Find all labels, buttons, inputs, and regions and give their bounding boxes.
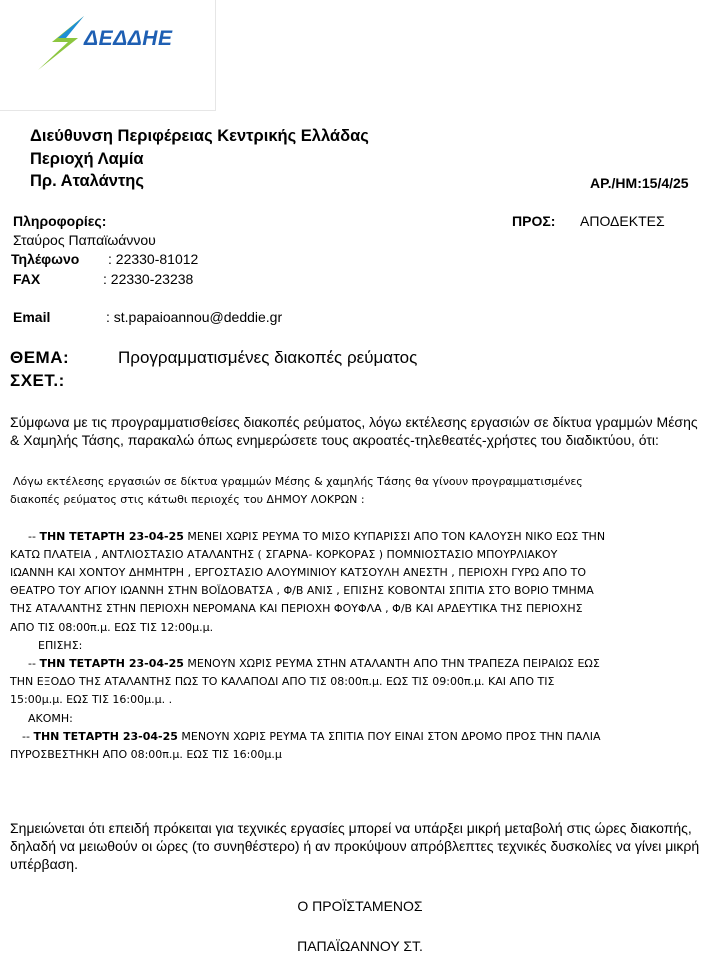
outage-line: ΑΠΟ ΤΙΣ 08:00π.μ. ΕΩΣ ΤΙΣ 12:00μ.μ.: [10, 620, 214, 634]
signature-title: Ο ΠΡΟΪΣΤΑΜΕΝΟΣ: [297, 898, 423, 914]
intro-line1: Λόγω εκτέλεσης εργασιών σε δίκτυα γραμμών Μέσης & χαμηλής Τάσης θα γίνουν προγραμματισμένες: [13, 475, 583, 488]
outage-line: ΘΕΑΤΡΟ ΤΟΥ ΑΓΙΟΥ ΙΩΑΝΝΗ ΣΤΗΝ ΒΟΪΔΟΒΑΤΣΑ , Φ/Β ΑΝΙΣ , ΕΠΙΣΗΣ ΚΟΒΟΝΤΑΙ ΣΠΙΤΙΑ ΣΤΟ ΒΟΡΙΟ ΤΜΗΜΑ: [10, 584, 594, 598]
outage-line: 15:00μ.μ. ΕΩΣ ΤΙΣ 16:00μ.μ. .: [10, 693, 173, 707]
outage-line: ΜΕΝΟΥΝ ΧΩΡΙΣ ΡΕΥΜΑ ΤΑ ΣΠΙΤΙΑ ΠΟΥ ΕΙΝΑΙ ΣΤΟΝ ΔΡΟΜΟ ΠΡΟΣ ΤΗΝ ΠΑΛΙΑ: [177, 729, 601, 743]
outage-line: ΜΕΝΕΙ ΧΩΡΙΣ ΡΕΥΜΑ ΤΟ ΜΙΣΟ ΚΥΠΑΡΙΣΣΙ ΑΠΟ ΤΟΝ ΚΑΛΟΥΣΗ ΝΙΚΟ ΕΩΣ ΤΗΝ: [183, 529, 606, 543]
header-line3: Πρ. Αταλάντης: [30, 172, 144, 190]
subject-label: ΘΕΜΑ:: [10, 348, 70, 367]
outage-line: ΠΥΡΟΣΒΕΣΤΗΚΗ ΑΠΟ 08:00π.μ. ΕΩΣ ΤΙΣ 16:00μ.μ: [10, 748, 282, 762]
outage-line: ΙΩΑΝΝΗ ΚΑΙ ΧΟΝΤΟΥ ΔΗΜΗΤΡΗ , ΕΡΓΟΣΤΑΣΙΟ ΑΛΟΥΜΙΝΙΟΥ ΚΑΤΣΟΥΛΗ ΑΝΕΣΤΗ , ΠΕΡΙΟΧΗ ΓΥΡΩ ΑΠΟ ΤΟ: [10, 566, 586, 580]
header-line2: Περιοχή Λαμία: [30, 150, 144, 168]
connector-text: ΑΚΟΜΗ:: [28, 711, 73, 725]
outage-line: ΜΕΝΟΥΝ ΧΩΡΙΣ ΡΕΥΜΑ ΣΤΗΝ ΑΤΑΛΑΝΤΗ ΑΠΟ ΤΗΝ ΤΡΑΠΕΖΑ ΠΕΙΡΑΙΩΣ ΕΩΣ: [183, 657, 600, 671]
deddie-logo-icon: [38, 16, 88, 70]
intro-line2: διακοπές ρεύματος στις κάτωθι περιοχές του ΔΗΜΟΥ ΛΟΚΡΩΝ :: [10, 493, 365, 507]
info-label: Πληροφορίες:: [13, 213, 107, 229]
outage-line: ΚΑΤΩ ΠΛΑΤΕΙΑ , ΑΝΤΛΙΟΣΤΑΣΙΟ ΑΤΑΛΑΝΤΗΣ ( ΣΓΑΡΝΑ- ΚΟΡΚΟΡΑΣ ) ΠΟΜΝΙΟΣΤΑΣΙΟ ΜΠΟΥΡΛΙΑΚΟΥ: [10, 547, 558, 561]
outage-prefix: --: [28, 529, 40, 543]
outage-prefix: --: [28, 657, 40, 671]
outage-item: [10, 728, 702, 746]
outage-date: ΤΗΝ ΤΕΤΑΡΤΗ 23-04-25: [39, 529, 184, 543]
header-line1: Διεύθυνση Περιφέρειας Κεντρικής Ελλάδας: [30, 127, 369, 145]
reference-label: ΣΧΕΤ.:: [10, 371, 65, 390]
outage-date: ΤΗΝ ΤΕΤΑΡΤΗ 23-04-25: [33, 729, 178, 743]
intro-paragraph: Σύμφωνα με τις προγραμματισθείσες διακοπές ρεύματος, λόγω εκτέλεσης εργασιών σε δίκτυα γραμμών Μέσης & Χαμηλής Τάσης, παρακαλώ όπως ενημερώσετε τους ακροατές-τηλεθεατές-χρήστες του διαδικτύου, ότι:: [10, 414, 698, 448]
email-value: : st.papaioannou@deddie.gr: [106, 309, 283, 325]
phone-value: : 22330-81012: [108, 251, 199, 267]
recipient-value: ΑΠΟΔΕΚΤΕΣ: [580, 213, 665, 229]
subject-text: Προγραμματισμένες διακοπές ρεύματος: [118, 348, 418, 367]
recipient-label: ΠΡΟΣ:: [512, 213, 556, 229]
reference-number: ΑΡ./ΗΜ:15/4/25: [590, 175, 689, 191]
logo-area: [0, 0, 216, 111]
connector-text: ΕΠΙΣΗΣ:: [38, 638, 83, 652]
phone-label: Τηλέφωνο: [11, 251, 80, 267]
outage-item: [10, 655, 702, 673]
outage-item: [10, 528, 702, 546]
outage-line: ΤΗΣ ΑΤΑΛΑΝΤΗΣ ΣΤΗΝ ΠΕΡΙΟΧΗ ΝΕΡΟΜΑΝΑ ΚΑΙ ΠΕΡΙΟΧΗ ΦΟΥΦΛΑ , Φ/Β ΚΑΙ ΑΡΔΕΥΤΙΚΑ ΤΗΣ ΠΕΡΙΟΧΗΣ: [10, 602, 583, 616]
logo-text: ΔΕΔΔΗΕ: [84, 27, 173, 50]
outage-date: ΤΗΝ ΤΕΤΑΡΤΗ 23-04-25: [39, 657, 184, 671]
signature-name: ΠΑΠΑΪΩΑΝΝΟΥ ΣΤ.: [297, 938, 423, 954]
fax-label: FAX: [13, 271, 41, 287]
outage-prefix: --: [22, 729, 34, 743]
email-label: Email: [13, 309, 51, 325]
outage-line: ΤΗΝ ΕΞΟΔΟ ΤΗΣ ΑΤΑΛΑΝΤΗΣ ΠΩΣ ΤΟ ΚΑΛΑΠΟΔΙ ΑΠΟ ΤΙΣ 08:00π.μ. ΕΩΣ ΤΙΣ 09:00π.μ. ΚΑΙ ΑΠΟ ΤΙΣ: [10, 675, 555, 689]
outage-details: [10, 473, 702, 764]
note-paragraph: Σημειώνεται ότι επειδή πρόκειται για τεχνικές εργασίες μπορεί να υπάρξει μικρή μεταβολή στις ώρες διακοπής, δηλαδή να μειωθούν οι ώρες (το συνηθέστερο) ή αν προκύψουν απρόβλεπτες τεχνικές δυσκολίες να γίνει μικρή υπέρβαση.: [10, 820, 700, 872]
contact-name: Σταύρος Παπαϊωάννου: [13, 232, 156, 248]
fax-value: : 22330-23238: [103, 271, 194, 287]
